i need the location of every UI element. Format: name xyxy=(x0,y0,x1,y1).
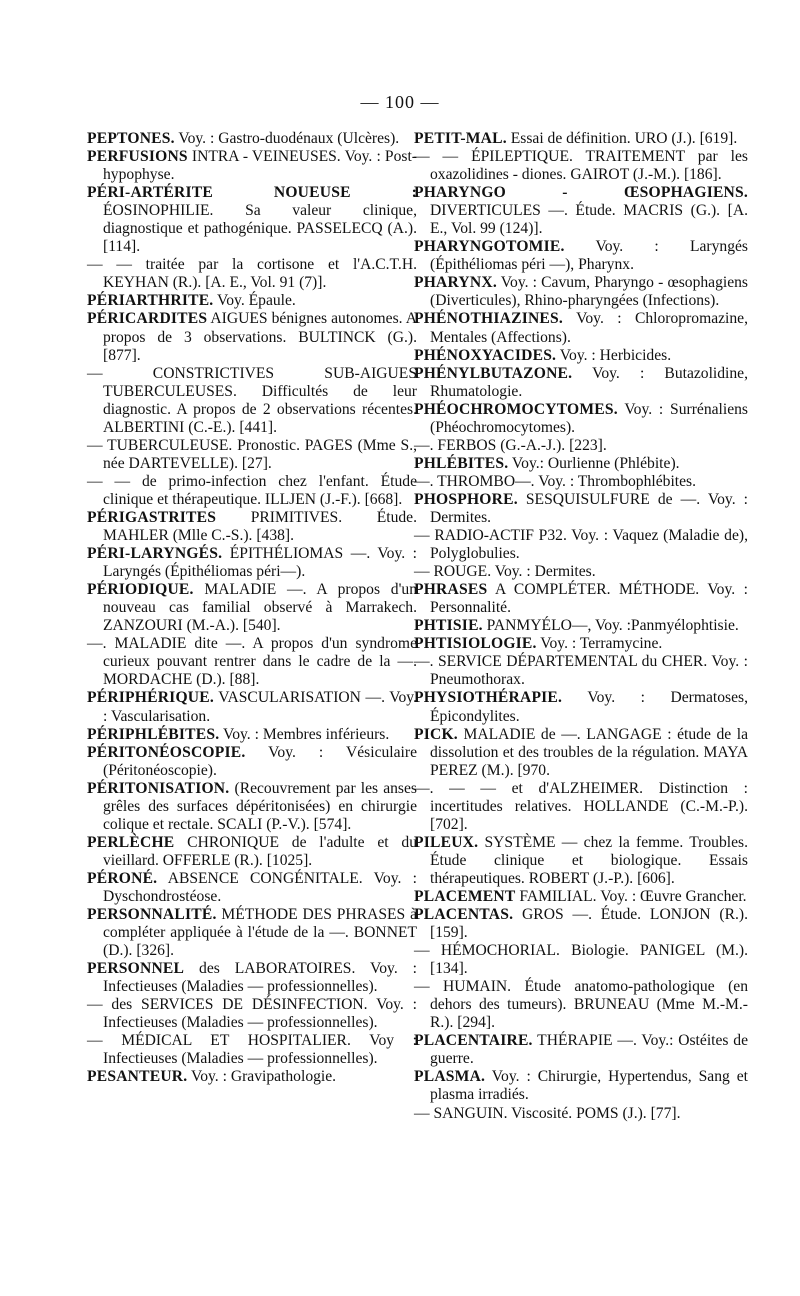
entry-text: Voy. : Surrénaliens (Phéochromocytomes). xyxy=(430,400,748,436)
index-entry xyxy=(414,726,748,780)
entry-heading: PHTISIE. xyxy=(414,617,483,635)
entry-text: —. MALADIE dite —. A propos d'un syndrome curieux pouvant rentrer dans le cadre de la —. MORDACHE (D.). [88]. xyxy=(87,635,417,689)
index-entry xyxy=(414,184,748,238)
entry-text: Voy. : Gastro-duodénaux (Ulcères). xyxy=(174,130,400,147)
index-entry xyxy=(414,906,748,942)
entry-text: Voy. : Herbicides. xyxy=(556,346,672,364)
entry-text: Voy. : Chirurgie, Hypertendus, Sang et plasma irradiés. xyxy=(430,1068,748,1104)
index-entry xyxy=(87,581,417,635)
entry-text: — — ÉPILEPTIQUE. TRAITEMENT par les oxazolidines - diones. GAIROT (J.-M.). [186]. xyxy=(414,148,748,184)
index-entry xyxy=(87,689,417,725)
entry-heading: PILEUX. xyxy=(414,833,479,851)
index-entry xyxy=(414,148,748,184)
index-entry xyxy=(414,888,748,906)
index-entry xyxy=(414,310,748,346)
entry-text: Voy.: Ourlienne (Phlébite). xyxy=(508,454,680,472)
entry-heading: PHLÉBITES. xyxy=(414,454,509,472)
entry-text: Voy. Épaule. xyxy=(213,292,296,310)
index-entry xyxy=(414,274,748,310)
entry-heading: PÉRIPHLÉBITES. xyxy=(87,725,220,743)
entry-heading: PERFUSIONS xyxy=(87,148,188,166)
entry-text: INTRA - VEINEUSES. Voy. : Post-hypophyse. xyxy=(103,148,417,184)
index-entry xyxy=(87,996,417,1032)
index-entry xyxy=(87,184,417,256)
entry-heading: PÉRI-ARTÉRITE NOUEUSE : xyxy=(87,184,417,202)
entry-text: —. SERVICE DÉPARTEMENTAL du CHER. Voy. : Pneumothorax. xyxy=(414,653,748,689)
entry-text: A COMPLÉTER. MÉTHODE. Voy. : Personnalité. xyxy=(430,581,748,617)
entry-heading: PÉRI-LARYNGÉS. xyxy=(87,545,223,563)
entry-text: —. FERBOS (G.-A.-J.). [223]. xyxy=(414,436,607,454)
index-entry xyxy=(414,617,748,635)
index-entry xyxy=(87,130,417,148)
index-entry xyxy=(87,635,417,689)
index-entry xyxy=(87,509,417,545)
entry-text: des LABORATOIRES. Voy. : Infectieuses (Maladies — professionnelles). xyxy=(103,960,417,996)
index-entry xyxy=(414,473,748,491)
entry-heading: PLACENTAIRE. xyxy=(414,1032,533,1050)
entry-text: Voy. : Cavum, Pharyngo - œsophagiens (Diverticules), Rhino-pharyngées (Infections). xyxy=(430,274,748,310)
left-column xyxy=(87,130,417,1086)
index-entry xyxy=(87,148,417,184)
entry-heading: PHARYNGOTOMIE. xyxy=(414,238,565,256)
entry-heading: PHTISIOLOGIE. xyxy=(414,635,537,653)
entry-heading: PHARYNGO - ŒSOPHAGIENS. xyxy=(414,184,748,202)
index-entry xyxy=(414,581,748,617)
entry-heading: PÉRIODIQUE. xyxy=(87,581,194,599)
index-entry xyxy=(87,292,417,310)
entry-text: Voy. : Laryngés (Épithéliomas péri —), Pharynx. xyxy=(430,238,748,274)
entry-heading: PESANTEUR. xyxy=(87,1068,188,1086)
entry-text: Voy. : Dermatoses, Épicondylites. xyxy=(430,689,748,725)
index-entry xyxy=(414,978,748,1032)
entry-heading: PLASMA. xyxy=(414,1068,486,1086)
entry-heading: PEPTONES. xyxy=(87,130,175,147)
entry-text: — MÉDICAL ET HOSPITALIER. Voy : Infectieuses (Maladies — professionnelles). xyxy=(87,1032,417,1068)
index-entry xyxy=(87,365,417,437)
index-entry xyxy=(414,942,748,978)
entry-text: Voy. : Butazolidine, Rhumatologie. xyxy=(430,364,748,400)
right-column xyxy=(414,130,748,1123)
entry-text: — des SERVICES DE DÉSINFECTION. Voy. : Infectieuses (Maladies — professionnelles). xyxy=(87,996,417,1032)
entry-text: Essai de définition. URO (J.). [619]. xyxy=(506,130,738,147)
entry-text: — TUBERCULEUSE. Pronostic. PAGES (Mme S., née DARTEVELLE). [27]. xyxy=(87,436,417,472)
index-entry xyxy=(414,437,748,455)
entry-heading: PÉRICARDITES xyxy=(87,310,208,328)
entry-heading: PHÉOCHROMOCYTOMES. xyxy=(414,400,618,418)
entry-text: — HUMAIN. Étude anatomo-pathologique (en dehors des tumeurs). BRUNEAU (Mme M.-M.-R.). [294]. xyxy=(414,978,748,1032)
index-entry xyxy=(87,310,417,364)
index-entry xyxy=(414,1105,748,1123)
entry-text: GROS —. Étude. LONJON (R.). [159]. xyxy=(430,906,748,942)
index-entry xyxy=(87,834,417,870)
entry-text: SYSTÈME — chez la femme. Troubles. Étude clinique et biologique. Essais thérapeutiques. ROBERT (J.-P.). [606]. xyxy=(430,833,748,887)
entry-text: —. THROMBO—. Voy. : Thrombophlébites. xyxy=(414,472,697,490)
entry-text: ÉOSINOPHILIE. Sa valeur clinique, diagnostique et pathogénique. PASSELECQ (A.). [114]. xyxy=(103,202,417,256)
index-entry xyxy=(414,130,748,148)
index-entry xyxy=(414,238,748,274)
index-entry xyxy=(414,1032,748,1068)
entry-text: Voy. : Gravipathologie. xyxy=(187,1068,337,1086)
entry-heading: PHOSPHORE. xyxy=(414,490,518,508)
entry-text: — CONSTRICTIVES SUB-AIGUES TUBERCULEUSES. Difficultés de leur diagnostic. A propos de 2 observations récentes. ALBERTINI (C.-E.). [441]. xyxy=(87,364,417,436)
entry-text: ÉPITHÉLIOMAS —. Voy. : Laryngés (Épithéliomas péri—). xyxy=(103,545,417,581)
entry-text: ABSENCE CONGÉNITALE. Voy. : Dyschondrostéose. xyxy=(103,869,417,905)
index-entry xyxy=(414,347,748,365)
entry-heading: PHARYNX. xyxy=(414,274,497,292)
entry-heading: PLACENTAS. xyxy=(414,906,514,924)
index-entry xyxy=(87,726,417,744)
entry-heading: PHÉNOTHIAZINES. xyxy=(414,310,564,328)
index-entry xyxy=(414,689,748,725)
entry-text: FAMILIAL. Voy. : Œuvre Grancher. xyxy=(515,887,747,905)
index-entry xyxy=(87,545,417,581)
entry-heading: PÉRITONISATION. xyxy=(87,779,230,797)
entry-text: Voy. : Vésiculaire (Péritonéoscopie). xyxy=(103,743,417,779)
entry-text: CHRONIQUE de l'adulte et du vieillard. OFFERLE (R.). [1025]. xyxy=(103,833,417,869)
entry-text: Voy. : Terramycine. xyxy=(536,635,663,653)
index-entry xyxy=(414,455,748,473)
entry-heading: PHÉNYLBUTAZONE. xyxy=(414,364,573,382)
index-entry xyxy=(87,906,417,960)
index-entry xyxy=(414,653,748,689)
index-entry xyxy=(414,635,748,653)
index-entry xyxy=(414,365,748,401)
entry-heading: PÉRIARTHRITE. xyxy=(87,292,214,310)
entry-heading: PÉRITONÉOSCOPIE. xyxy=(87,743,246,761)
index-entry xyxy=(87,1032,417,1068)
entry-heading: PERLÈCHE xyxy=(87,833,175,851)
entry-text: Voy. : Chloropromazine, Mentales (Affections). xyxy=(430,310,748,346)
index-entry xyxy=(414,527,748,563)
entry-text: MALADIE —. A propos d'un nouveau cas familial observé à Marrakech. ZANZOURI (M.-A.). [540]. xyxy=(103,581,417,635)
entry-heading: PERSONNEL xyxy=(87,960,185,978)
entry-text: — HÉMOCHORIAL. Biologie. PANIGEL (M.). [134]. xyxy=(414,942,748,978)
index-entry xyxy=(87,437,417,473)
entry-text: PRIMITIVES. Étude. MAHLER (Mlle C.-S.). [438]. xyxy=(103,508,417,545)
entry-heading: PERSONNALITÉ. xyxy=(87,906,217,924)
entry-text: (Recouvrement par les anses grêles des surfaces dépéritonisées) en chirurgie colique et rectale. SCALI (P.-V.). [574]. xyxy=(103,779,417,833)
entry-heading: PICK. xyxy=(414,725,458,743)
entry-text: — RADIO-ACTIF P32. Voy. : Vaquez (Maladie de), Polyglobulies. xyxy=(414,527,748,563)
entry-text: DIVERTICULES —. Étude. MACRIS (G.). [A. E., Vol. 99 (124)]. xyxy=(430,202,748,238)
entry-text: THÉRAPIE —. Voy.: Ostéites de guerre. xyxy=(430,1032,748,1068)
entry-text: — — traitée par la cortisone et l'A.C.T.H. KEYHAN (R.). [A. E., Vol. 91 (7)]. xyxy=(87,256,417,292)
entry-heading: PÉRIPHÉRIQUE. xyxy=(87,689,214,707)
entry-heading: PETIT-MAL. xyxy=(414,130,507,147)
entry-text: — ROUGE. Voy. : Dermites. xyxy=(414,563,596,581)
entry-text: — SANGUIN. Viscosité. POMS (J.). [77]. xyxy=(414,1104,681,1122)
entry-heading: PHÉNOXYACIDES. xyxy=(414,346,557,364)
index-entry xyxy=(414,834,748,888)
index-entry xyxy=(87,780,417,834)
index-entry xyxy=(414,780,748,834)
entry-text: Voy. : Membres inférieurs. xyxy=(219,725,390,743)
entry-text: VASCULARISATION —. Voy. : Vascularisation. xyxy=(103,689,417,725)
entry-heading: PÉRONÉ. xyxy=(87,869,158,887)
entry-text: PANMYÉLO—, Voy. :Panmyélophtisie. xyxy=(482,617,739,635)
entry-text: —. — — et d'ALZHEIMER. Distinction : incertitudes relatives. HOLLANDE (C.-M.-P.). [702]. xyxy=(414,779,748,833)
index-entry xyxy=(87,744,417,780)
entry-heading: PHYSIOTHÉRAPIE. xyxy=(414,689,563,707)
entry-heading: PÉRIGASTRITES xyxy=(87,508,217,526)
page-number: — 100 — xyxy=(360,92,440,112)
index-entry xyxy=(87,960,417,996)
entry-heading: PHRASES xyxy=(414,581,488,599)
entry-text: SESQUISULFURE de —. Voy. : Dermites. xyxy=(430,490,748,526)
index-entry xyxy=(414,563,748,581)
index-entry xyxy=(87,256,417,292)
entry-text: MÉTHODE DES PHRASES à compléter appliquée à l'étude de la —. BONNET (D.). [326]. xyxy=(103,906,417,960)
entry-text: AIGUES bénignes autonomes. A propos de 3 observations. BULTINCK (G.). [877]. xyxy=(103,310,417,364)
index-entry xyxy=(87,1068,417,1086)
index-entry xyxy=(414,491,748,527)
index-entry xyxy=(87,870,417,906)
entry-heading: PLACEMENT xyxy=(414,887,516,905)
index-entry xyxy=(414,401,748,437)
entry-text: MALADIE de —. LANGAGE : étude de la dissolution et des troubles de la régulation. MAYA PEREZ (M.). [970. xyxy=(430,725,748,779)
index-entry xyxy=(87,473,417,509)
entry-text: — — de primo-infection chez l'enfant. Étude clinique et thérapeutique. ILLJEN (J.-F.). [668]. xyxy=(87,472,417,508)
index-entry xyxy=(414,1068,748,1104)
